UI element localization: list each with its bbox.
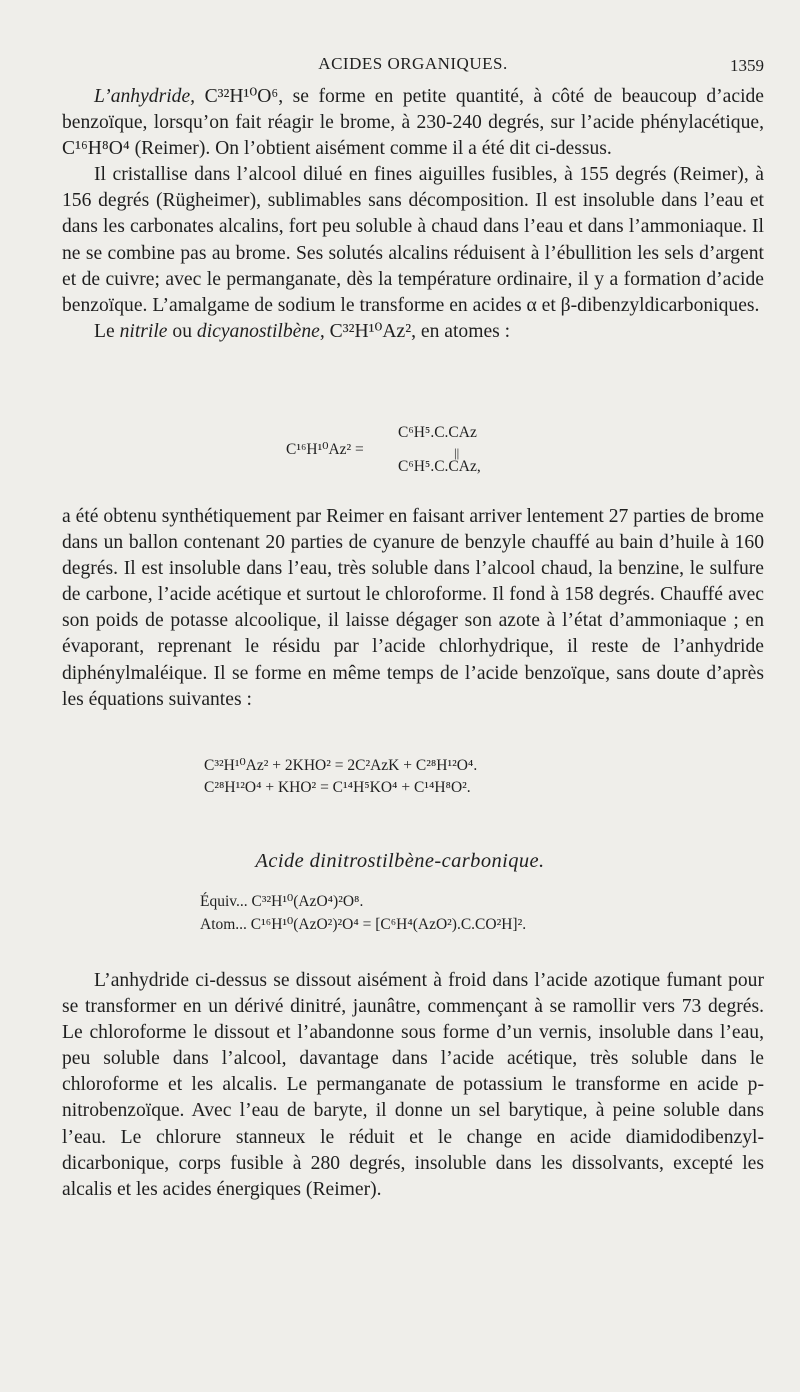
equation-2: C²⁸H¹²O⁴ + KHO² = C¹⁴H⁵KO⁴ + C¹⁴H⁸O². bbox=[204, 779, 471, 796]
structural-formula bbox=[286, 424, 586, 484]
paragraph-anhydride bbox=[62, 84, 764, 162]
equation-1: C³²H¹⁰Az² + 2KHO² = 2C²AzK + C²⁸H¹²O⁴. bbox=[204, 757, 478, 774]
running-header bbox=[62, 54, 764, 80]
term-nitrile: nitrile bbox=[119, 320, 168, 342]
text-block-top bbox=[62, 84, 764, 345]
term-anhydride: L’anhydride, bbox=[94, 86, 196, 107]
page-number: 1359 bbox=[730, 56, 764, 75]
nitrile-mid: ou bbox=[172, 320, 192, 342]
text-block-bottom bbox=[62, 968, 764, 1203]
formula-row-2: C⁶H⁵.C.CAz, bbox=[398, 458, 481, 475]
paragraph-nitration: L’anhydride ci-dessus se dissout aisément à froid dans l’acide azotique fumant pour se transformer en un dérivé dinitré, jaunâtre, commençant à se ramollir vers 73 degrés. Le chloroforme le dissout et l’abandonne sous forme d’un vernis, insoluble dans l’eau, peu soluble dans l’alcool, davantage dans l’acide acétique, très soluble dans le chloroforme et les alcalis. Le permanganate de potassium le transforme en acide p-nitrobenzoïque. Avec l’eau de baryte, il donne un sel barytique, à peine soluble dans l’eau. Le chlorure stanneux le réduit et le change en acide diamidodibenzyl-dicarbonique, corps fusible à 280 degrés, insoluble dans les dissolvants, excepté les alcalis et les acides énergiques (Reimer). bbox=[62, 970, 764, 1200]
paragraph-nitrile-intro bbox=[62, 319, 764, 345]
paragraph-anhydride-text: se forme en petite quantité, à côté de beaucoup d’acide benzoïque, lorsqu’on fait réagir le brome, à 230-240 degrés, sur l’acide phénylacétique, C¹⁶H⁸O⁴ (Reimer). On l’obtient aisément comme il a été dit ci-dessus. bbox=[62, 86, 765, 160]
equiv-formula: Équiv... C³²H¹⁰(AzO⁴)²O⁸. bbox=[200, 893, 364, 910]
anhydride-formula: C³²H¹⁰O⁶, bbox=[204, 86, 284, 107]
atom-formula: Atom... C¹⁶H¹⁰(AzO²)²O⁴ = [C⁶H⁴(AzO²).C.CO²H]². bbox=[200, 916, 527, 933]
text-block-middle bbox=[62, 504, 764, 713]
section-heading: Acide dinitrostilbène-carbonique. bbox=[255, 850, 545, 872]
formula-row-1: C⁶H⁵.C.CAz bbox=[398, 424, 477, 441]
term-dicyanostilbene: dicyanostilbène, bbox=[196, 320, 325, 342]
nitrile-tail: C³²H¹⁰Az², en atomes : bbox=[329, 320, 511, 342]
running-title: ACIDES ORGANIQUES. bbox=[318, 54, 508, 73]
double-bond: || bbox=[454, 445, 460, 460]
nitrile-lead: Le bbox=[94, 320, 115, 342]
paragraph-synthesis: a été obtenu synthétiquement par Reimer en faisant arriver lentement 27 parties de brome dans un ballon contenant 20 parties de cyanure de benzyle chauffé au bain d’huile à 160 degrés. Il est insoluble dans l’eau, très soluble dans l’alcool chaud, la benzine, le sulfure de carbone, l’acide acétique et surtout le chloroforme. Il fond à 158 degrés. Chauffé avec son poids de potasse alcoolique, il laisse dégager son azote à l’état d’ammoniaque ; en évaporant, reprenant le résidu par l’acide chlorhydrique, il reste de l’anhydride diphénylmaléique. Il se forme en même temps de l’acide benzoïque, sans doute d’après les équations suivantes : bbox=[62, 506, 764, 710]
paragraph-properties: Il cristallise dans l’alcool dilué en fines aiguilles fusibles, à 155 degrés (Reimer), à 156 degrés (Rügheimer), sublimables sans décomposition. Il est insoluble dans l’eau et dans les carbonates alcalins, fort peu soluble à chaud dans l’eau et dans l’ammoniaque. Il ne se combine pas au brome. Ses solutés alcalins réduisent à l’ébullition les sels d’argent et de cuivre; avec le permanganate, dès la température ordinaire, il y a formation d’acide benzoïque. L’amalgame de sodium le transforme en acides α et β-dibenzyldicarboniques. bbox=[62, 164, 764, 316]
formula-lhs: C¹⁶H¹⁰Az² = bbox=[286, 441, 364, 458]
